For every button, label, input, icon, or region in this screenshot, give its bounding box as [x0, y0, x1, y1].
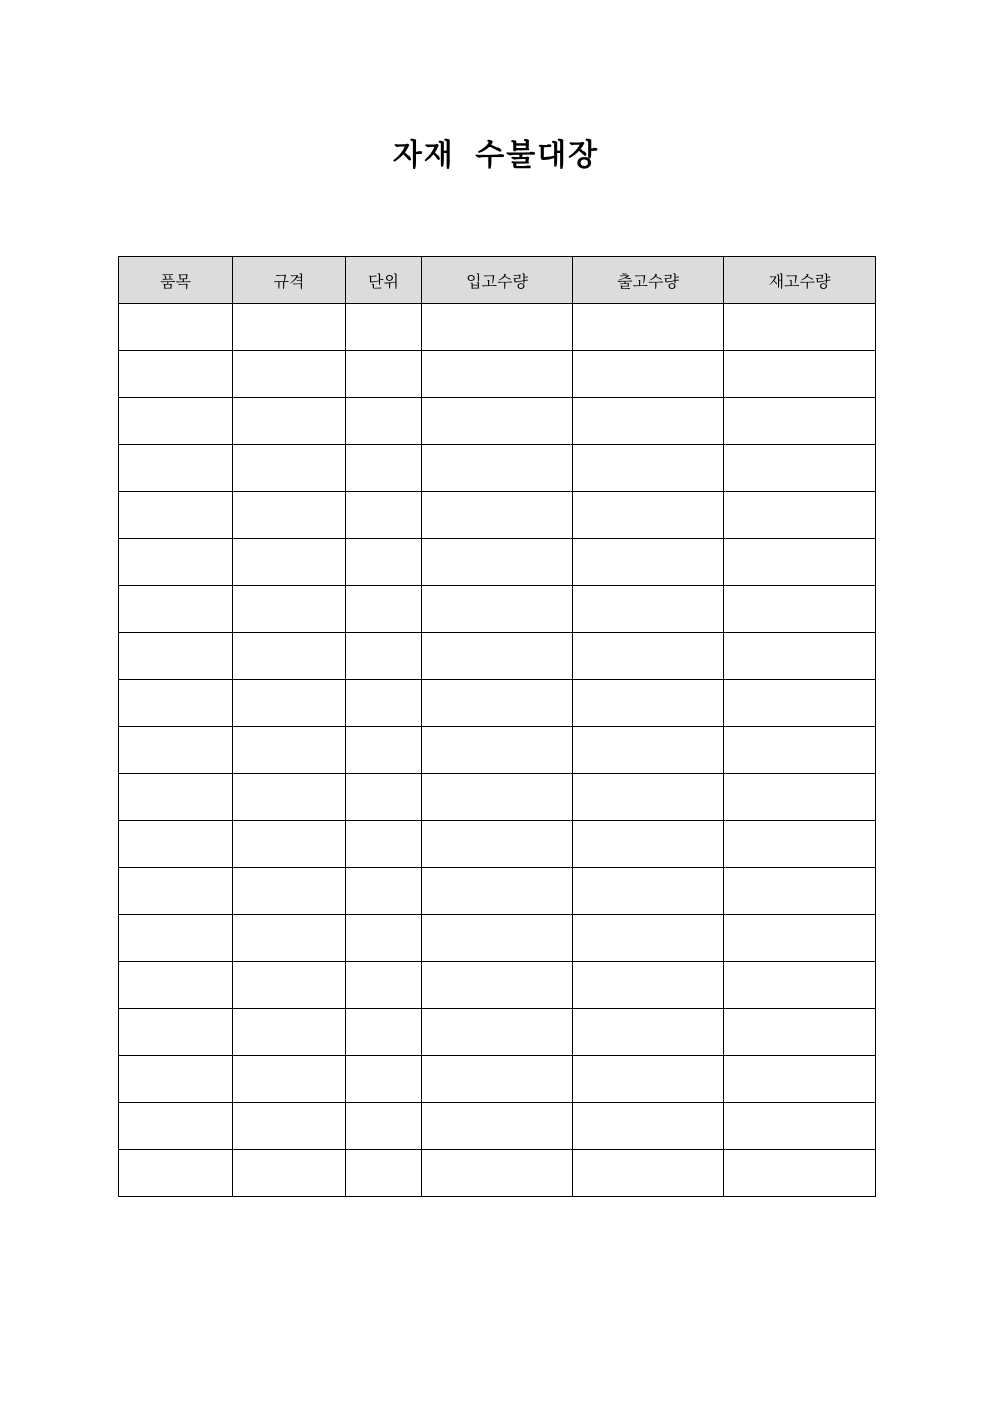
cell-unit[interactable] — [346, 915, 422, 962]
table-row — [119, 1103, 876, 1150]
table-row — [119, 915, 876, 962]
cell-incoming-qty[interactable] — [422, 774, 573, 821]
cell-unit[interactable] — [346, 586, 422, 633]
cell-incoming-qty[interactable] — [422, 1009, 573, 1056]
cell-stock-qty[interactable] — [724, 1103, 876, 1150]
cell-spec[interactable] — [233, 962, 346, 1009]
cell-spec[interactable] — [233, 351, 346, 398]
cell-outgoing-qty[interactable] — [573, 539, 724, 586]
cell-spec[interactable] — [233, 915, 346, 962]
cell-stock-qty[interactable] — [724, 774, 876, 821]
cell-outgoing-qty[interactable] — [573, 821, 724, 868]
cell-spec[interactable] — [233, 1103, 346, 1150]
cell-outgoing-qty[interactable] — [573, 868, 724, 915]
cell-incoming-qty[interactable] — [422, 304, 573, 351]
cell-incoming-qty[interactable] — [422, 821, 573, 868]
cell-item[interactable] — [119, 774, 233, 821]
cell-spec[interactable] — [233, 774, 346, 821]
header-item: 품목 — [119, 257, 233, 304]
table-row — [119, 1009, 876, 1056]
cell-outgoing-qty[interactable] — [573, 304, 724, 351]
cell-outgoing-qty[interactable] — [573, 445, 724, 492]
cell-unit[interactable] — [346, 492, 422, 539]
table-row — [119, 539, 876, 586]
cell-stock-qty[interactable] — [724, 821, 876, 868]
cell-outgoing-qty[interactable] — [573, 492, 724, 539]
header-stock-qty: 재고수량 — [724, 257, 876, 304]
table-row — [119, 586, 876, 633]
cell-incoming-qty[interactable] — [422, 633, 573, 680]
cell-incoming-qty[interactable] — [422, 445, 573, 492]
cell-item[interactable] — [119, 1103, 233, 1150]
cell-unit[interactable] — [346, 539, 422, 586]
table-row — [119, 821, 876, 868]
document-title: 자재 수불대장 — [392, 138, 600, 173]
cell-spec[interactable] — [233, 586, 346, 633]
cell-unit[interactable] — [346, 304, 422, 351]
cell-incoming-qty[interactable] — [422, 1150, 573, 1197]
cell-item[interactable] — [119, 633, 233, 680]
cell-spec[interactable] — [233, 304, 346, 351]
cell-item[interactable] — [119, 1150, 233, 1197]
cell-item[interactable] — [119, 915, 233, 962]
cell-spec[interactable] — [233, 539, 346, 586]
table-row — [119, 727, 876, 774]
cell-item[interactable] — [119, 962, 233, 1009]
table-row — [119, 633, 876, 680]
cell-stock-qty[interactable] — [724, 915, 876, 962]
cell-unit[interactable] — [346, 445, 422, 492]
cell-unit[interactable] — [346, 633, 422, 680]
cell-item[interactable] — [119, 821, 233, 868]
header-outgoing-qty: 출고수량 — [573, 257, 724, 304]
cell-spec[interactable] — [233, 821, 346, 868]
cell-stock-qty[interactable] — [724, 1009, 876, 1056]
cell-incoming-qty[interactable] — [422, 586, 573, 633]
table-row — [119, 868, 876, 915]
cell-outgoing-qty[interactable] — [573, 633, 724, 680]
cell-outgoing-qty[interactable] — [573, 727, 724, 774]
cell-outgoing-qty[interactable] — [573, 1150, 724, 1197]
cell-spec[interactable] — [233, 1056, 346, 1103]
cell-outgoing-qty[interactable] — [573, 962, 724, 1009]
cell-stock-qty[interactable] — [724, 445, 876, 492]
cell-incoming-qty[interactable] — [422, 539, 573, 586]
cell-outgoing-qty[interactable] — [573, 680, 724, 727]
cell-unit[interactable] — [346, 1009, 422, 1056]
cell-stock-qty[interactable] — [724, 962, 876, 1009]
cell-unit[interactable] — [346, 351, 422, 398]
cell-incoming-qty[interactable] — [422, 1056, 573, 1103]
cell-item[interactable] — [119, 351, 233, 398]
cell-incoming-qty[interactable] — [422, 351, 573, 398]
header-unit: 단위 — [346, 257, 422, 304]
cell-spec[interactable] — [233, 680, 346, 727]
cell-item[interactable] — [119, 1056, 233, 1103]
cell-outgoing-qty[interactable] — [573, 774, 724, 821]
cell-item[interactable] — [119, 539, 233, 586]
cell-unit[interactable] — [346, 1056, 422, 1103]
cell-item[interactable] — [119, 445, 233, 492]
cell-incoming-qty[interactable] — [422, 492, 573, 539]
table-header-row — [119, 257, 876, 304]
cell-incoming-qty[interactable] — [422, 1103, 573, 1150]
cell-stock-qty[interactable] — [724, 633, 876, 680]
cell-stock-qty[interactable] — [724, 680, 876, 727]
table-row — [119, 492, 876, 539]
cell-outgoing-qty[interactable] — [573, 586, 724, 633]
cell-incoming-qty[interactable] — [422, 868, 573, 915]
cell-spec[interactable] — [233, 492, 346, 539]
cell-item[interactable] — [119, 727, 233, 774]
cell-unit[interactable] — [346, 1150, 422, 1197]
table-row — [119, 304, 876, 351]
cell-item[interactable] — [119, 398, 233, 445]
table-body — [119, 304, 876, 1197]
table-row — [119, 962, 876, 1009]
cell-incoming-qty[interactable] — [422, 727, 573, 774]
cell-spec[interactable] — [233, 633, 346, 680]
cell-stock-qty[interactable] — [724, 351, 876, 398]
cell-stock-qty[interactable] — [724, 586, 876, 633]
header-spec: 규격 — [233, 257, 346, 304]
cell-unit[interactable] — [346, 727, 422, 774]
cell-outgoing-qty[interactable] — [573, 1103, 724, 1150]
cell-unit[interactable] — [346, 821, 422, 868]
cell-stock-qty[interactable] — [724, 1056, 876, 1103]
table-row — [119, 1150, 876, 1197]
material-ledger-table — [118, 256, 876, 1197]
cell-item[interactable] — [119, 680, 233, 727]
cell-item[interactable] — [119, 304, 233, 351]
table-row — [119, 351, 876, 398]
cell-spec[interactable] — [233, 445, 346, 492]
cell-item[interactable] — [119, 586, 233, 633]
table-row — [119, 445, 876, 492]
cell-spec[interactable] — [233, 1150, 346, 1197]
cell-stock-qty[interactable] — [724, 398, 876, 445]
cell-stock-qty[interactable] — [724, 727, 876, 774]
table-row — [119, 398, 876, 445]
cell-outgoing-qty[interactable] — [573, 351, 724, 398]
cell-item[interactable] — [119, 492, 233, 539]
cell-unit[interactable] — [346, 1103, 422, 1150]
cell-unit[interactable] — [346, 680, 422, 727]
cell-unit[interactable] — [346, 868, 422, 915]
cell-stock-qty[interactable] — [724, 868, 876, 915]
cell-spec[interactable] — [233, 398, 346, 445]
cell-spec[interactable] — [233, 1009, 346, 1056]
cell-outgoing-qty[interactable] — [573, 1009, 724, 1056]
cell-spec[interactable] — [233, 868, 346, 915]
cell-unit[interactable] — [346, 398, 422, 445]
cell-outgoing-qty[interactable] — [573, 1056, 724, 1103]
cell-item[interactable] — [119, 1009, 233, 1056]
cell-stock-qty[interactable] — [724, 1150, 876, 1197]
cell-stock-qty[interactable] — [724, 304, 876, 351]
cell-item[interactable] — [119, 868, 233, 915]
cell-unit[interactable] — [346, 774, 422, 821]
cell-stock-qty[interactable] — [724, 539, 876, 586]
cell-incoming-qty[interactable] — [422, 680, 573, 727]
header-incoming-qty: 입고수량 — [422, 257, 573, 304]
cell-outgoing-qty[interactable] — [573, 915, 724, 962]
cell-incoming-qty[interactable] — [422, 398, 573, 445]
table-row — [119, 774, 876, 821]
table-row — [119, 680, 876, 727]
table-row — [119, 1056, 876, 1103]
cell-outgoing-qty[interactable] — [573, 398, 724, 445]
cell-stock-qty[interactable] — [724, 492, 876, 539]
cell-incoming-qty[interactable] — [422, 962, 573, 1009]
cell-spec[interactable] — [233, 727, 346, 774]
cell-unit[interactable] — [346, 962, 422, 1009]
cell-incoming-qty[interactable] — [422, 915, 573, 962]
